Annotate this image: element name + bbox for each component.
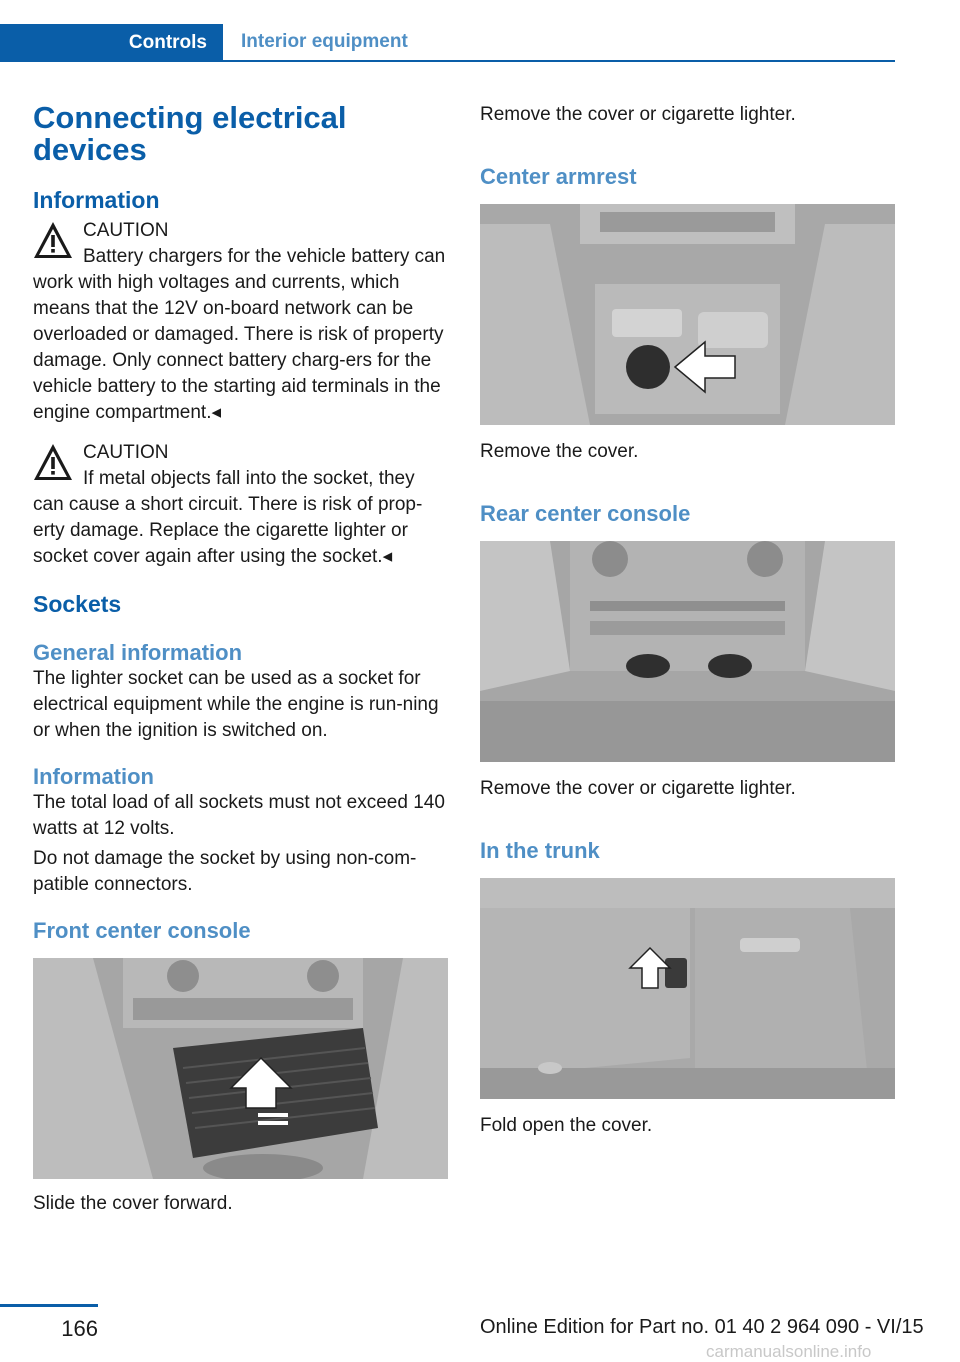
center-armrest-image: [480, 204, 895, 425]
in-the-trunk-heading: In the trunk: [480, 838, 600, 863]
front-console-caption: Slide the cover forward.: [33, 1193, 233, 1214]
left-column: [33, 102, 448, 1217]
information-heading: Information: [33, 187, 160, 213]
center-armrest-heading: Center armrest: [480, 164, 637, 189]
header-bar: [0, 24, 895, 62]
general-information-heading: General information: [33, 640, 243, 665]
load-limit-text: The total load of all sockets must not exceed 140 watts at 12 volts.: [33, 792, 445, 839]
tab-interior-equipment[interactable]: Interior equipment: [241, 31, 408, 52]
rear-console-image: [480, 541, 895, 762]
warning-triangle-icon: [33, 220, 73, 260]
connector-warning-text: Do not damage the socket by using non-com-patible connectors.: [33, 848, 417, 895]
front-console-image: [33, 958, 448, 1179]
information-subheading: Information: [33, 764, 154, 789]
page-title: Connecting electrical devices: [33, 100, 347, 167]
general-information-text: The lighter socket can be used as a socket for electrical equipment while the engine is run-ning or when the ignition is switched on.: [33, 668, 439, 741]
page-number: 166: [61, 1316, 98, 1341]
sockets-heading: Sockets: [33, 591, 122, 617]
caution-block-battery: [33, 218, 448, 426]
caution-label: CAUTION: [83, 442, 169, 463]
caution-text-battery: Battery chargers for the vehicle battery can work with high voltages and currents, which means that the 12V on-board network can be overloaded or damaged. There is risk of property damage. Only connect battery charg-ers for the vehicle battery to the starting aid terminals in the engine compartment.◂: [33, 246, 446, 423]
intro-text: Remove the cover or cigarette lighter.: [480, 104, 796, 125]
watermark: carmanualsonline.info: [706, 1342, 872, 1361]
front-center-console-heading: Front center console: [33, 918, 251, 943]
warning-triangle-icon: [33, 442, 73, 482]
tab-controls[interactable]: Controls: [0, 24, 223, 62]
edition-text: Online Edition for Part no. 01 40 2 964 090 - VI/15: [480, 1316, 924, 1338]
rear-center-console-heading: Rear center console: [480, 501, 691, 526]
header-divider: [0, 60, 895, 62]
trunk-image: [480, 878, 895, 1099]
trunk-caption: Fold open the cover.: [480, 1115, 653, 1136]
rear-console-caption: Remove the cover or cigarette lighter.: [480, 778, 796, 799]
center-armrest-caption: Remove the cover.: [480, 441, 639, 462]
footer-divider: [0, 1304, 98, 1307]
caution-text-socket: If metal objects fall into the socket, they can cause a short circuit. There is risk of prop-erty damage. Replace the cigarette lighter or socket cover again after using the socket.◂: [33, 468, 423, 567]
caution-label: CAUTION: [83, 220, 169, 241]
right-column: [480, 102, 895, 1139]
caution-block-socket: [33, 440, 448, 570]
